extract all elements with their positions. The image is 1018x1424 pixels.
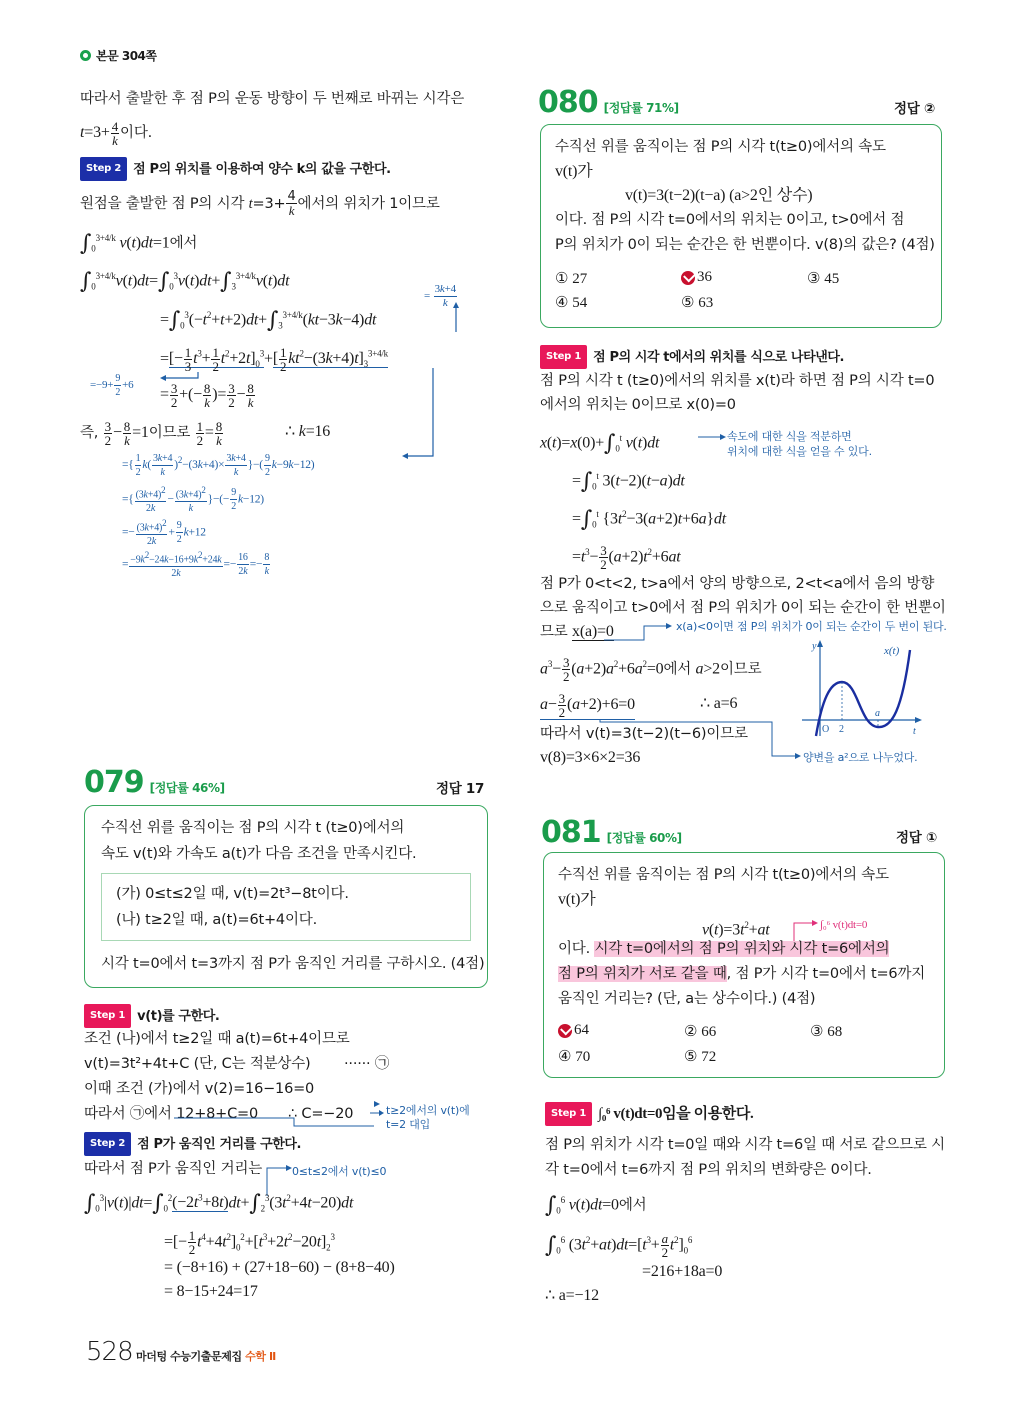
q080-choice-5[interactable]: ⑤ 63 bbox=[681, 295, 714, 311]
q080-choice-2[interactable]: 36 bbox=[681, 269, 712, 286]
step2-badge: Step 2 bbox=[84, 1132, 131, 1156]
intro-line-2: t=3+ $\frac{4}{k}$ 이다. bbox=[80, 119, 153, 148]
q080-header bbox=[538, 85, 679, 120]
question-number: 079 bbox=[84, 765, 144, 800]
question-number: 080 bbox=[538, 85, 598, 120]
footer-subject: 수학 Ⅱ bbox=[245, 1350, 276, 1363]
q080-sol-1: 점 P의 시각 t (t≥0)에서의 위치를 x(t)라 하면 점 P의 시각 t=0 bbox=[540, 373, 935, 389]
accuracy-rate: [정답률 71%] bbox=[603, 101, 679, 115]
q081-header bbox=[541, 815, 682, 850]
q081-sol-2: 각 t=0에서 t=6까지 점 P의 위치의 변화량은 0이다. bbox=[545, 1162, 872, 1178]
highlighted-condition-2: 점 P의 위치가 서로 같을 때 bbox=[558, 966, 727, 982]
q081-stem-4: 점 P의 위치가 서로 같을 때, 점 P가 시각 t=0에서 t=6까지 bbox=[558, 966, 926, 982]
up-arrow-icon bbox=[451, 302, 461, 334]
q080-eq-5: $a^3-$ $\frac{3}{2}$ $(a+2)a^2+6a^2=0$에서 a>2이므로 bbox=[540, 655, 762, 685]
step1-badge: Step 1 bbox=[545, 1102, 592, 1126]
c-note-arrow-icon bbox=[174, 1118, 384, 1132]
left-eq-2: $\int_0^{3+4/k}v(t)dt=\int_0^3v(t)dt+\int_3^{3+4/k}v(t)dt$ bbox=[80, 268, 290, 294]
q080-stem-1: 수직선 위를 움직이는 점 P의 시각 t(t≥0)에서의 속도 bbox=[555, 139, 886, 155]
left-eq-3: $=\int_0^3(-t^2+t+2)dt+\int_3^{3+4/k}(kt-3k-4)dt$ bbox=[160, 307, 377, 333]
q081-note-eq: ∫₀⁶ v(t)dt=0 bbox=[820, 919, 868, 931]
q081-choice-4[interactable]: ④ 70 bbox=[558, 1049, 591, 1065]
c-note-arrowhead-icon bbox=[370, 1108, 386, 1118]
origin-line: 원점을 출발한 점 P의 시각 t=3+ $\frac{4}{k}$ 에서의 위치가 1이므로 bbox=[80, 189, 440, 218]
left-eq-5: = $\frac{3}{2}$ +(− $\frac{8}{k}$ )= $\frac{3}{2}$ − $\frac{8}{k}$ bbox=[160, 381, 254, 410]
q079-dist-3: = (−8+16) + (27+18−60) − (8+8−40) bbox=[164, 1259, 395, 1276]
q079-sol-3: 이때 조건 (가)에서 v(2)=16−16=0 bbox=[84, 1081, 315, 1097]
note-xa: x(a)<0이면 점 P의 위치가 0이 되는 순간이 두 번이 된다. bbox=[676, 620, 947, 633]
side-calc-1: ={ $\frac{1}{2}$ k( $\frac{3k+4}{k}$ )$^2$−(3k+4)× $\frac{3k+4}{k}$ }−( $\frac{9}{2}$ k−9k−12) bbox=[122, 452, 315, 478]
intro-line-1: 따라서 출발한 후 점 P의 운동 방향이 두 번째로 바뀌는 시각은 bbox=[80, 91, 465, 107]
q080-sol-6: 따라서 v(t)=3(t−2)(t−6)이므로 bbox=[540, 726, 748, 742]
q080-answer: 정답 ② bbox=[894, 101, 936, 117]
q079-stem-2: 속도 v(t)와 가속도 a(t)가 다음 조건을 만족시킨다. bbox=[101, 846, 417, 862]
q080-sol-4: 으로 움직이고 t>0에서 점 P의 위치가 0이 되는 순간이 한 번뿐이 bbox=[540, 600, 946, 616]
note-c-1: t≥2에서의 v(t)에 bbox=[386, 1104, 470, 1117]
q080-eq-3: $=\int_0^t$ $\{3t^2-3(a+2)t+6a\}dt$ bbox=[572, 506, 726, 532]
q081-eq-3: =216+18a=0 bbox=[642, 1263, 723, 1280]
left-eq-1: $\int_0^{3+4/k}$ v(t)dt=1에서 bbox=[80, 230, 198, 256]
page-reference-marker bbox=[80, 47, 157, 64]
highlighted-condition-1: 시각 t=0에서의 점 P의 위치와 시각 t=6에서의 bbox=[594, 941, 890, 957]
svg-text:x(t): x(t) bbox=[884, 645, 900, 657]
note-eq1-2: 위치에 대한 식을 얻을 수 있다. bbox=[727, 445, 872, 458]
step1-badge: Step 1 bbox=[540, 345, 587, 369]
q081-stem-eq: $v(t)=3t^2+at$ bbox=[702, 920, 770, 939]
note-eq1-1: 속도에 대한 식을 적분하면 bbox=[727, 430, 852, 443]
q080-eq-4: $=t^3-$ $\frac{3}{2}$ $(a+2)t^2+6at$ bbox=[572, 543, 681, 573]
connector-arrow-icon bbox=[400, 368, 440, 460]
left-eq-4: =[− $\frac{1}{3}$ $t^3+$ $\frac{1}{2}$ $t^2+2t]_0^3+$[ $\frac{1}{2}$ $kt^2-(3k+4)t]_3^{3+4/k}$ bbox=[160, 345, 388, 375]
q080-eq-2: $=\int_0^t$ 3(t−2)(t−a)dt bbox=[572, 468, 685, 494]
page-reference-label: 본문 304쪽 bbox=[96, 49, 157, 63]
q081-step1-heading: Step 1 ∫₀⁶ v(t)dt=0임을 이용한다. bbox=[545, 1102, 753, 1126]
k-result: ∴ k=16 bbox=[285, 423, 331, 440]
q079-sol-4: 따라서 ㉠에서 12+8+C=0 bbox=[84, 1106, 259, 1122]
q079-problem-box bbox=[84, 805, 488, 988]
footer-book-title: 마더텅 수능기출문제집 수학 Ⅱ bbox=[136, 1350, 276, 1363]
q079-header bbox=[84, 765, 225, 800]
q080-choice-4[interactable]: ④ 54 bbox=[555, 295, 588, 311]
note-upper-limit: = $\frac{3k+4}{k}$ bbox=[424, 283, 456, 309]
q080-stem-4: P의 위치가 0이 되는 순간은 한 번뿐이다. v(8)의 값은? (4점) bbox=[555, 237, 935, 253]
note-c-2: t=2 대입 bbox=[386, 1118, 431, 1131]
q081-answer: 정답 ① bbox=[896, 830, 938, 846]
q079-answer: 정답 17 bbox=[436, 781, 485, 797]
q080-a-result: ∴ a=6 bbox=[700, 695, 738, 712]
q080-problem-box bbox=[540, 124, 942, 328]
q079-step1-heading: Step 1 v(t)를 구한다. bbox=[84, 1004, 219, 1028]
q080-stem-2: v(t)가 bbox=[555, 163, 593, 180]
q080-sol-2: 에서의 위치는 0이므로 x(0)=0 bbox=[540, 397, 736, 413]
step2-badge: Step 2 bbox=[80, 157, 127, 181]
q081-stem-1: 수직선 위를 움직이는 점 P의 시각 t(t≥0)에서의 속도 bbox=[558, 867, 889, 883]
q079-conditions-box bbox=[101, 873, 471, 941]
q081-stem-5: 움직인 거리는? (단, a는 상수이다.) (4점) bbox=[558, 991, 816, 1007]
q081-problem-box bbox=[543, 852, 945, 1078]
q081-eq-4: ∴ a=−12 bbox=[545, 1287, 599, 1304]
checkmark-icon bbox=[681, 271, 695, 285]
q081-eq-2: $\int_0^6$ $(3t^2+at)dt=[t^3+$ $\frac{a}{2}$ $t^2]_0^6$ bbox=[545, 1231, 693, 1261]
q079-dist-intro: 따라서 점 P가 움직인 거리는 bbox=[84, 1161, 263, 1177]
q079-sol-1: 조건 (나)에서 t≥2일 때 a(t)=6t+4이므로 bbox=[84, 1031, 350, 1047]
note-divide: 양변을 a²으로 나누었다. bbox=[803, 751, 918, 764]
accuracy-rate: [정답률 46%] bbox=[149, 781, 225, 795]
q081-choice-5[interactable]: ⑤ 72 bbox=[684, 1049, 717, 1065]
q079-stem-1: 수직선 위를 움직이는 점 P의 시각 t (t≥0)에서의 bbox=[101, 820, 405, 836]
q079-step2-heading: Step 2 점 P가 움직인 거리를 구한다. bbox=[84, 1132, 301, 1156]
q080-choice-3[interactable]: ③ 45 bbox=[807, 271, 840, 287]
svg-text:y: y bbox=[812, 641, 817, 652]
question-number: 081 bbox=[541, 815, 601, 850]
q080-stem-eq: v(t)=3(t−2)(t−a) (a>2인 상수) bbox=[625, 187, 813, 204]
q079-question: 시각 t=0에서 t=3까지 점 P가 움직인 거리를 구하시오. (4점) bbox=[101, 956, 485, 972]
q081-choice-3[interactable]: ③ 68 bbox=[810, 1024, 843, 1040]
q079-c-result: ∴ C=−20 bbox=[288, 1106, 354, 1122]
side-calc-4: = $\frac{-9k2-24k-16+9k2+24k}{2k}$ =− $\frac{16}{2k}$ =− $\frac{8}{k}$ bbox=[122, 550, 270, 580]
q080-eq-6: a− $\frac{3}{2}$ (a+2)+6=0 bbox=[540, 691, 635, 720]
svg-text:t: t bbox=[913, 726, 916, 737]
svg-text:a: a bbox=[875, 708, 880, 719]
q080-sol-5: 므로 x(a)=0 bbox=[540, 623, 614, 640]
side-calc-2: ={ $\frac{(3k+4)2}{2k}$ − $\frac{(3k+4)2}{k}$ }−(− $\frac{9}{2}$ k−12) bbox=[122, 485, 264, 515]
q079-sol-2: v(t)=3t²+4t+C (단, C는 적분상수) bbox=[84, 1056, 311, 1072]
page-number: 528 bbox=[86, 1337, 133, 1367]
svg-text:2: 2 bbox=[839, 724, 844, 735]
accuracy-rate: [정답률 60%] bbox=[606, 831, 682, 845]
q080-eq-1: $x(t)=x(0)+\int_0^t$ v(t)dt bbox=[540, 430, 660, 456]
step2-heading: Step 2 점 P의 위치를 이용하여 양수 k의 값을 구한다. bbox=[80, 157, 391, 181]
circle-marker-icon bbox=[80, 50, 91, 61]
q079-dist-1: $\int_0^3|v(t)|dt=\int_0^2(-2t^3+8t)dt+\int_2^3(3t^2+4t-20)dt$ bbox=[84, 1190, 354, 1216]
q080-sol-3: 점 P가 0<t<2, t>a에서 양의 방향으로, 2<t<a에서 음의 방향 bbox=[540, 576, 935, 592]
q079-tag: ······ ㉠ bbox=[344, 1056, 390, 1072]
note-left-result: =−9+ $\frac{9}{2}$ +6 bbox=[90, 373, 134, 398]
q081-choice-2[interactable]: ② 66 bbox=[684, 1024, 717, 1040]
q081-stem-2: v(t)가 bbox=[558, 891, 596, 908]
conclusion-line: 즉, $\frac{3}{2}$ − $\frac{8}{k}$ =1이므로 $\frac{1}{2}$ = $\frac{8}{k}$ bbox=[80, 419, 223, 448]
q080-step1-heading: Step 1 점 P의 시각 t에서의 위치를 식으로 나타낸다. bbox=[540, 345, 844, 369]
q081-sol-1: 점 P의 위치가 시각 t=0일 때와 시각 t=6일 때 서로 같으므로 시 bbox=[545, 1137, 945, 1153]
q079-dist-4: = 8−15+24=17 bbox=[164, 1283, 258, 1300]
xt-graph bbox=[800, 640, 925, 740]
xa-note-arrow-icon bbox=[604, 622, 674, 642]
q080-sol-7: v(8)=3×6×2=36 bbox=[540, 749, 641, 766]
condition-na: (나) t≥2일 때, a(t)=6t+4이다. bbox=[116, 912, 317, 928]
q081-choice-1[interactable]: 64 bbox=[558, 1022, 589, 1039]
step1-badge: Step 1 bbox=[84, 1004, 131, 1028]
note-dist: 0≤t≤2에서 v(t)≤0 bbox=[292, 1165, 387, 1178]
side-calc-3: =− $\frac{(3k+4)2}{2k}$ + $\frac{9}{2}$ k+12 bbox=[122, 518, 206, 548]
q079-dist-2: =[− $\frac{1}{2}$ $t^4+4t^2]_0^2+[t^3+2t^2-20t]_2^3$ bbox=[164, 1228, 335, 1258]
checkmark-icon bbox=[558, 1024, 572, 1038]
q080-choice-1[interactable]: ① 27 bbox=[555, 271, 588, 287]
eq1-note-arrow-icon bbox=[698, 432, 728, 442]
q080-stem-3: 이다. 점 P의 시각 t=0에서의 위치는 0이고, t>0에서 점 bbox=[555, 212, 905, 228]
condition-ga: (가) 0≤t≤2일 때, v(t)=2t³−8t이다. bbox=[116, 886, 349, 902]
q081-stem-3: 이다. 시각 t=0에서의 점 P의 위치와 시각 t=6에서의 bbox=[558, 941, 890, 957]
svg-text:O: O bbox=[822, 724, 830, 735]
q081-eq-1: $\int_0^6$ v(t)dt=0에서 bbox=[545, 1192, 647, 1218]
